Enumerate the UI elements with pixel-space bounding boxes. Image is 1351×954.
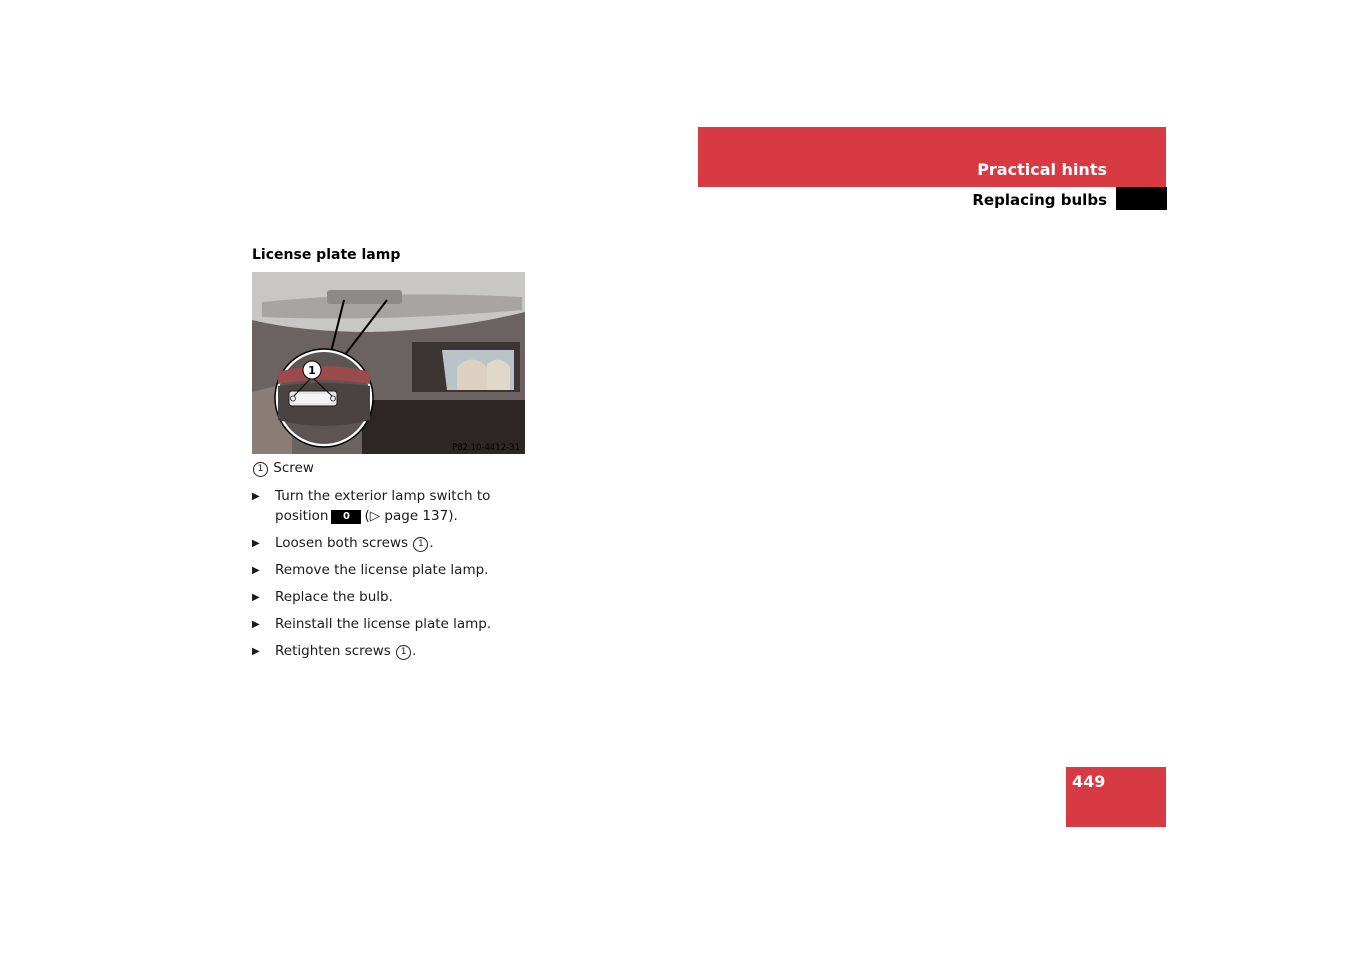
subsection-title: Replacing bulbs: [972, 191, 1107, 209]
list-item: [252, 642, 524, 662]
figure-illustration: [252, 272, 525, 454]
list-item: [252, 487, 524, 526]
step-text-end: .: [429, 534, 434, 551]
step-text: Remove the license plate lamp.: [275, 561, 489, 578]
page-number: 449: [1072, 772, 1106, 791]
list-item: [252, 615, 524, 635]
caption-text: Screw: [273, 460, 314, 476]
list-item: [252, 534, 524, 554]
thumb-tab: [1116, 187, 1167, 210]
figure-caption: [252, 460, 314, 477]
license-plate-lamp-figure: [252, 272, 525, 454]
figure-code: P82.10-4412-31: [451, 443, 520, 453]
lamp-switch-position-key: 0: [331, 510, 361, 524]
step-text: Loosen both screws: [275, 534, 409, 551]
step-text: Reinstall the license plate lamp.: [275, 615, 492, 632]
bullet-icon: ▶: [252, 591, 260, 603]
step-text: Turn the exterior lamp switch to position: [275, 488, 491, 524]
page-reference: (▷ page 137).: [364, 507, 458, 524]
bullet-icon: ▶: [252, 537, 260, 549]
step-text: Replace the bulb.: [275, 588, 393, 605]
section-title: Practical hints: [977, 160, 1107, 179]
instruction-list: [252, 487, 524, 669]
screw-number: 1: [413, 537, 428, 552]
figure-callout: 1: [308, 364, 316, 377]
bullet-icon: ▶: [252, 491, 260, 502]
caption-number: 1: [253, 462, 268, 477]
bullet-icon: ▶: [252, 645, 260, 657]
step-text-end: .: [412, 642, 417, 659]
list-item: [252, 588, 524, 608]
section-heading: License plate lamp: [252, 247, 401, 263]
bullet-icon: ▶: [252, 564, 260, 576]
bullet-icon: ▶: [252, 618, 260, 630]
screw-number: 1: [396, 645, 411, 660]
page-number-box: [1066, 767, 1166, 827]
step-text: Retighten screws: [275, 642, 391, 659]
list-item: [252, 561, 524, 581]
